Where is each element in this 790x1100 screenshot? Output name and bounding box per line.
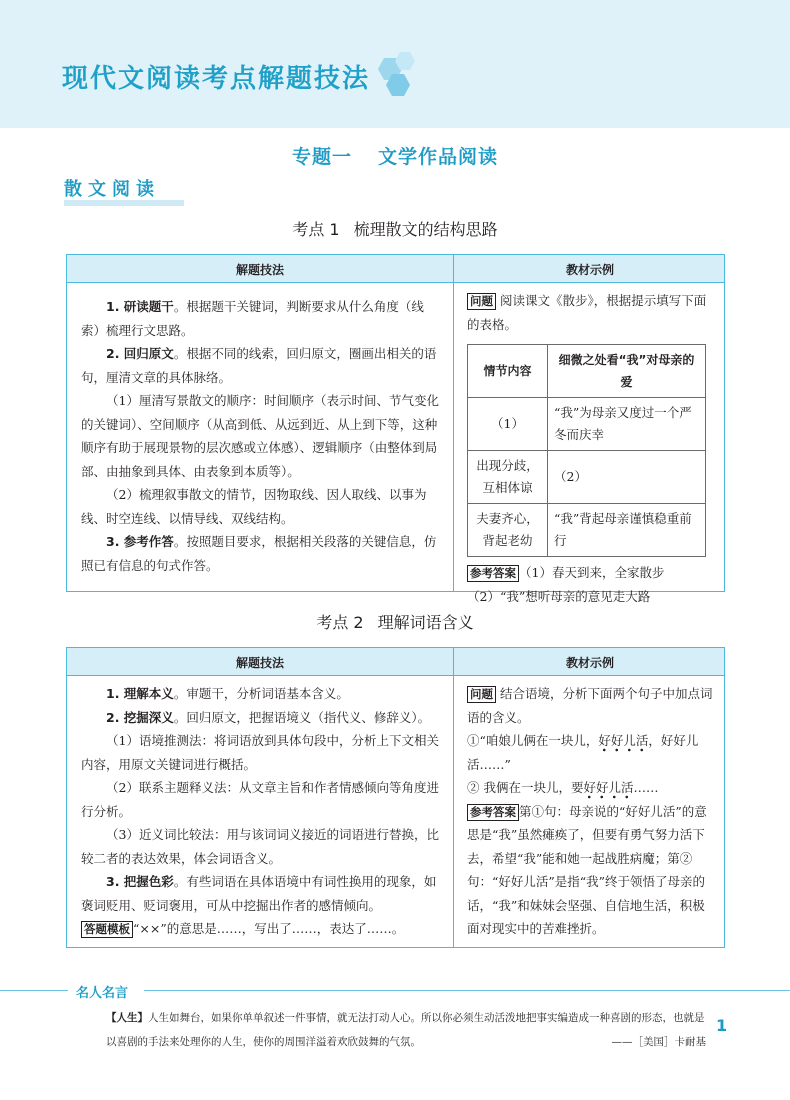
page-number: 1 [716,1016,728,1035]
point-2-num: 考点 2 [316,613,364,632]
point-1-table-header [67,255,724,283]
point-1-num: 考点 1 [292,220,340,239]
answer-text: 参考答案 第①句：母亲说的“好好儿活”的意思是“我”虽然瘫痪了，但要有勇气努力活下去，希望“我”能和她一起战胜病魔；第②句：“好好儿活”是指“我”终于领悟了母亲的话，“我”和妹妹会坚强、自信地生活，积极面对现实中的苦难挫折。 [467,803,707,936]
answer-text: （2）“我”想听母亲的意见走大路 [467,588,651,604]
answer-tag: 参考答案 [467,565,519,582]
method-paragraph: （3）近义词比较法：用与该词词义接近的词语进行替换，比较二者的表达效果，体会词语含义。 [81,827,439,866]
point-1-title [0,217,790,240]
plot-table-head-2: 细微之处看“我”对母亲的爱 [548,345,706,398]
point-2-left-header: 解题技法 [235,656,284,670]
point-1-name: 梳理散文的结构思路 [353,220,498,239]
column-divider [453,648,454,947]
method-paragraph: 2. 挖掘深义。回归原文，把握语境义（指代义、修辞义）。 [106,709,431,725]
answer-text: 参考答案 （1）春天到来，全家散步 [467,561,713,585]
answer-template: 答题模板 “××”的意思是……，写出了……，表达了……。 [81,917,443,941]
footer-label: 名人名言 [76,986,129,1001]
point-1-method-column [81,295,441,577]
point-2-method-column [81,682,443,941]
method-paragraph: 1. 研读题干。根据题干关键词，判断要求从什么角度（线索）梳理行文思路。 [81,299,424,338]
topic-label: 专题一 [291,146,352,168]
point-2-title [0,610,790,633]
table-row: （1） “我”为母亲又度过一个严冬而庆幸 [468,398,706,451]
method-paragraph: （1）语境推测法：将词语放到具体句段中，分析上下文相关内容，用原文关键词进行概括。 [81,733,439,772]
method-paragraph: 1. 理解本义。审题干，分析词语基本含义。 [106,686,349,701]
point-1-right-header: 教材示例 [565,263,614,277]
topic-title [0,142,790,169]
quote-tag: 【人生】 [106,1012,148,1024]
dotted-phrase: 好好儿活 [598,733,648,753]
point-1-table [66,254,725,604]
question-tag: 问题 [467,686,496,703]
point-2-right-header: 教材示例 [565,656,614,670]
section-name: 散文阅读 [64,179,160,200]
dotted-phrase: 好好儿活 [583,780,633,800]
point-2-example-column [467,682,715,941]
footer-divider-right [144,990,790,991]
example-sentence-2: ② 我俩在一块儿，要好好儿活…… [467,776,715,800]
method-paragraph: 3. 把握色彩。有些词语在具体语境中有词性换用的现象，如褒词贬用、贬词褒用，可从中挖掘出作者的感情倾向。 [81,874,437,913]
point-1-left-header: 解题技法 [235,263,284,277]
table-row: 夫妻齐心，背起老幼 “我”背起母亲谨慎稳重前行 [468,504,706,557]
column-divider [453,255,454,591]
point-2-name: 理解词语含义 [377,613,474,632]
hexagon-decoration-icon [370,50,430,100]
quote-source: ——［美国］卡耐基 [611,1036,706,1048]
plot-table [467,344,706,557]
method-paragraph: （2）联系主题释义法：从文章主旨和作者情感倾向等角度进行分析。 [81,780,439,819]
page-header-title: 现代文阅读考点解题技法 [62,64,371,94]
method-paragraph: （2）梳理叙事散文的情节，因物取线、因人取线、以事为线、时空连线、以情导线、双线结构。 [81,487,427,526]
question-text: 问题 阅读课文《散步》，根据提示填写下面的表格。 [467,293,707,332]
answer-tag: 参考答案 [467,804,519,821]
template-tag: 答题模板 [81,921,133,938]
question-tag: 问题 [467,293,496,310]
table-row: 出现分歧，互相体谅 （2） [468,451,706,504]
method-paragraph: （1）厘清写景散文的顺序：时间顺序（表示时间、节气变化的关键词）、空间顺序（从高到低、从远到近、从上到下等，这种顺序有助于展现景物的层次感或立体感）、逻辑顺序（由整体到局部、由抽象到具体、由表象到本质等）。 [81,393,439,479]
point-1-example-column [467,289,713,608]
point-2-table [66,647,725,948]
example-sentence-1: ①“咱娘儿俩在一块儿，好好儿活，好好儿活……” [467,733,699,772]
footer-divider-left [0,990,68,991]
quote-text: 人生如舞台，如果你单单叙述一件事情，就无法打动人心。所以你必须生动活泼地把事实编造成一种喜剧的形态，也就是以喜剧的手法来处理你的人生，使你的周围洋溢着欢欣鼓舞的气氛。 [106,1012,705,1048]
point-2-table-header [67,648,724,676]
famous-quote [106,1006,706,1054]
question-text: 问题 结合语境，分析下面两个句子中加点词语的含义。 [467,686,713,725]
plot-table-head-1: 情节内容 [468,345,548,398]
topic-name: 文学作品阅读 [378,146,499,168]
header-banner [0,0,790,128]
method-paragraph: 3. 参考作答。按照题目要求，根据相关段落的关键信息，仿照已有信息的句式作答。 [81,534,437,573]
method-paragraph: 2. 回归原文。根据不同的线索，回归原文，圈画出相关的语句，厘清文章的具体脉络。 [81,346,437,385]
